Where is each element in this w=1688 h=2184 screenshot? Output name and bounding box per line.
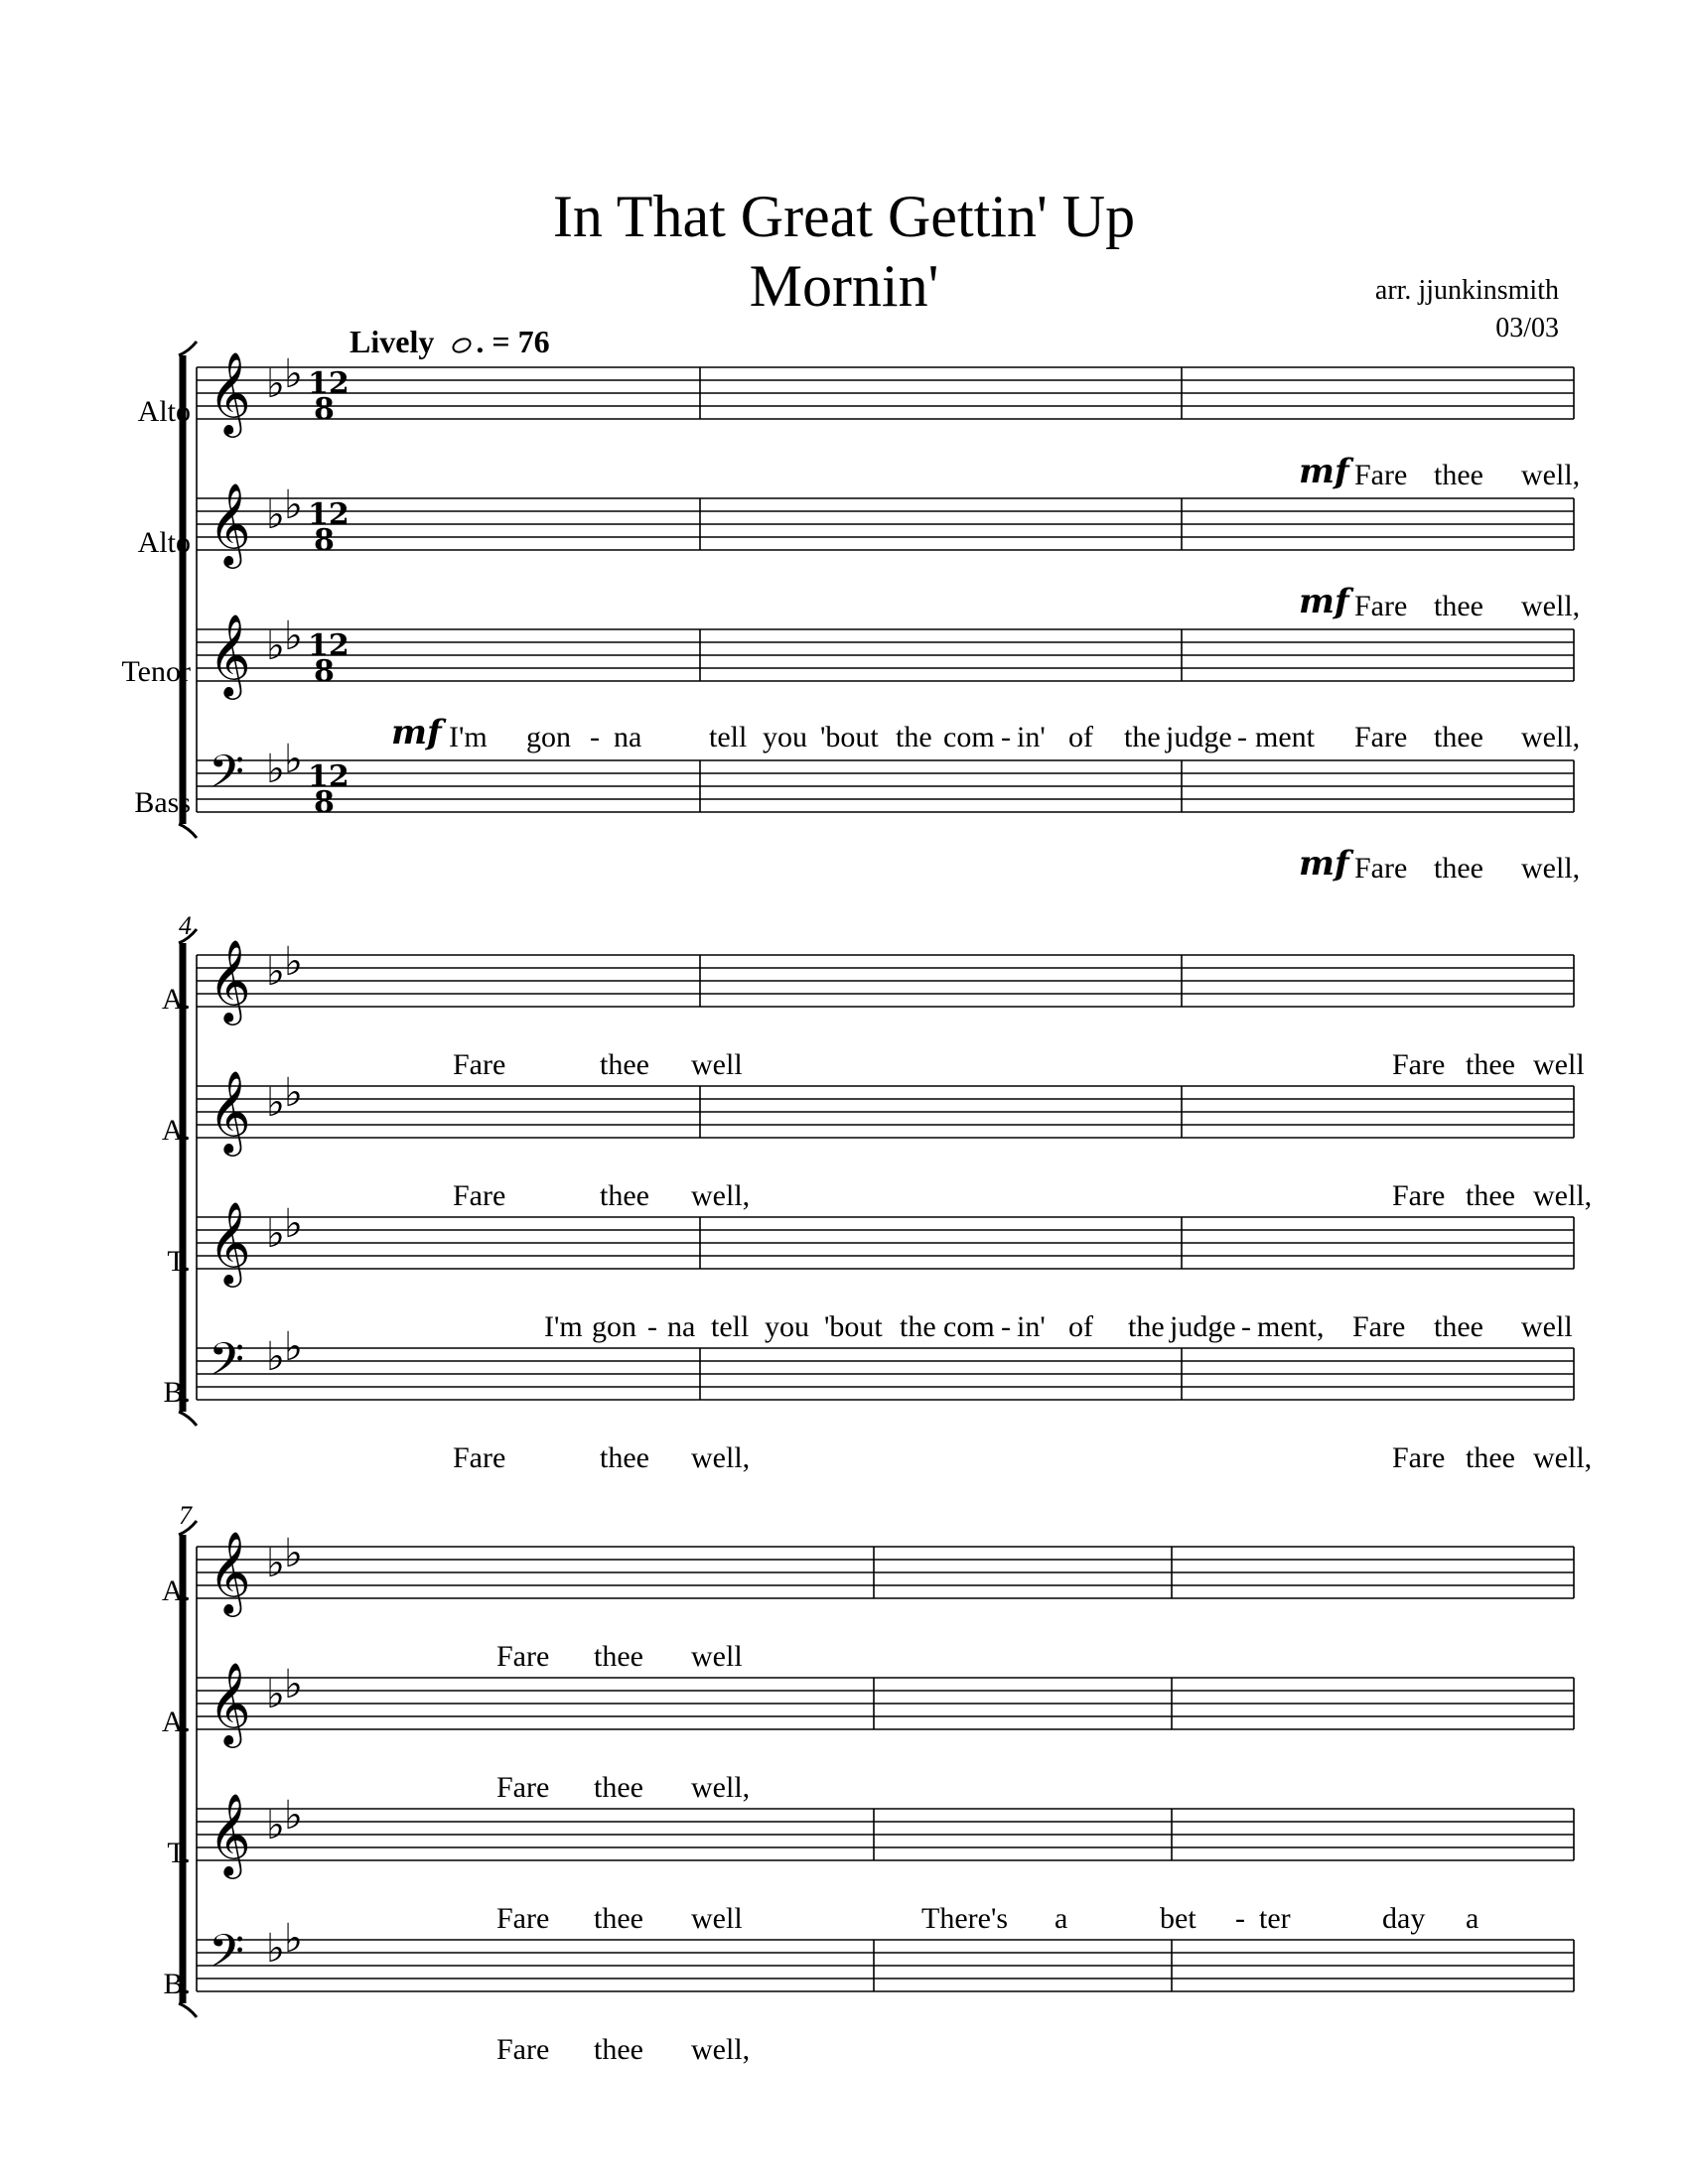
lyric-syllable: - [647, 1310, 657, 1343]
lyric-syllable: ter [1259, 1902, 1291, 1935]
lyric-syllable: the [1124, 721, 1161, 753]
flat-icon: ♭ [284, 1070, 303, 1116]
flat-icon: ♭ [284, 482, 303, 528]
time-signature-bottom: 8 [314, 523, 335, 558]
lyric-syllable: Fare [453, 1179, 506, 1212]
flat-icon: ♭ [284, 1531, 303, 1576]
lyric-syllable: well, [1521, 459, 1581, 491]
lyric-syllable: na [667, 1310, 696, 1343]
lyric-syllable: Fare [496, 1771, 550, 1804]
lyric-syllable: na [614, 721, 642, 753]
tempo-bpm: = 76 [492, 324, 550, 359]
flat-icon: ♭ [284, 1201, 303, 1247]
lyric-syllable: thee [1434, 1310, 1483, 1343]
lyric-syllable: you [765, 1310, 809, 1343]
part-abbr-alto-1: A. [161, 1574, 191, 1607]
flat-icon: ♭ [266, 1080, 285, 1126]
lyric-syllable: 'bout [824, 1310, 883, 1343]
dynamic-mf: mf [1299, 582, 1349, 621]
flat-icon: ♭ [284, 1793, 303, 1839]
time-signature-top: 12 [308, 759, 350, 794]
part-abbr-bass: B. [163, 1376, 191, 1409]
flat-icon: ♭ [284, 1662, 303, 1707]
bracket-bottom-hook [179, 2003, 197, 2017]
lyric-syllable: 'bout [820, 721, 879, 753]
bass-clef-icon: 𝄢 [209, 746, 245, 810]
lyric-syllable: well, [691, 1179, 751, 1212]
bass-clef-icon: 𝄢 [209, 1925, 245, 1989]
flat-icon: ♭ [266, 623, 285, 669]
lyric-syllable: well, [1533, 1441, 1593, 1474]
lyric-syllable: in' [1017, 1310, 1046, 1343]
lyric-syllable: thee [1466, 1048, 1515, 1081]
lyric-syllable: Fare [1352, 1310, 1406, 1343]
lyric-syllable: Fare [1392, 1441, 1446, 1474]
part-name-alto-2: Alto [137, 526, 191, 559]
part-abbr-bass: B. [163, 1968, 191, 2000]
tempo-text: Lively [350, 324, 435, 359]
lyric-syllable: thee [1434, 852, 1483, 885]
lyric-syllable: - [1237, 721, 1247, 753]
dynamic-mf: mf [1299, 844, 1349, 884]
treble-clef-icon: 𝄞 [209, 1530, 251, 1613]
lyric-syllable: thee [600, 1048, 649, 1081]
score-title-line1: In That Great Gettin' Up [552, 184, 1136, 249]
part-abbr-alto-2: A. [161, 1706, 191, 1738]
lyric-syllable: com [943, 721, 995, 753]
flat-icon: ♭ [284, 614, 303, 659]
measure-number: 4 [179, 911, 192, 940]
lyric-syllable: well, [691, 1441, 751, 1474]
lyric-syllable: well [1521, 1310, 1573, 1343]
treble-clef-icon: 𝄞 [209, 350, 251, 434]
lyric-syllable: Fare [1354, 852, 1408, 885]
lyric-syllable: thee [594, 1771, 643, 1804]
lyric-syllable: Fare [1392, 1179, 1446, 1212]
lyric-syllable: well, [1521, 590, 1581, 622]
lyric-syllable: Fare [1392, 1048, 1446, 1081]
treble-clef-icon: 𝄞 [209, 481, 251, 565]
lyric-syllable: thee [1466, 1441, 1515, 1474]
lyric-syllable: Fare [453, 1048, 506, 1081]
lyric-syllable: the [900, 1310, 936, 1343]
lyric-syllable: thee [1434, 721, 1483, 753]
time-signature-bottom: 8 [314, 392, 335, 427]
lyric-syllable: a [1466, 1902, 1479, 1935]
lyric-syllable: - [1001, 1310, 1011, 1343]
lyric-syllable: well, [1533, 1179, 1593, 1212]
lyric-syllable: thee [1434, 590, 1483, 622]
flat-icon: ♭ [266, 1334, 285, 1380]
bracket-top-hook [179, 1521, 197, 1535]
lyric-syllable: in' [1017, 721, 1046, 753]
lyric-syllable: - [590, 721, 600, 753]
bracket-top-hook [179, 929, 197, 943]
flat-icon: ♭ [266, 949, 285, 995]
lyric-syllable: well, [1521, 852, 1581, 885]
part-abbr-alto-2: A. [161, 1114, 191, 1147]
lyric-syllable: well, [691, 1771, 751, 1804]
lyric-syllable: well [691, 1902, 743, 1935]
score-title-line2: Mornin' [749, 253, 939, 319]
lyric-syllable: tell [709, 721, 748, 753]
part-name-alto-1: Alto [137, 395, 191, 428]
treble-clef-icon: 𝄞 [209, 613, 251, 696]
flat-icon: ♭ [284, 737, 303, 782]
lyric-syllable: of [1068, 1310, 1093, 1343]
lyric-syllable: thee [594, 1902, 643, 1935]
lyric-syllable: Fare [496, 2033, 550, 2066]
lyric-syllable: the [1128, 1310, 1165, 1343]
time-signature-bottom: 8 [314, 785, 335, 820]
lyric-syllable: well, [1521, 721, 1581, 753]
lyric-syllable: ment [1255, 721, 1315, 753]
lyric-syllable: Fare [453, 1441, 506, 1474]
lyric-syllable: thee [594, 2033, 643, 2066]
lyric-syllable: I'm [449, 721, 488, 753]
lyric-syllable: the [896, 721, 932, 753]
lyric-syllable: thee [594, 1640, 643, 1673]
part-abbr-tenor: T. [167, 1245, 191, 1278]
flat-icon: ♭ [266, 1541, 285, 1586]
lyric-syllable: - [1235, 1902, 1245, 1935]
lyric-syllable: thee [600, 1441, 649, 1474]
part-abbr-alto-1: A. [161, 983, 191, 1016]
lyric-syllable: tell [711, 1310, 750, 1343]
time-signature-top: 12 [308, 366, 350, 401]
lyric-syllable: day [1382, 1902, 1426, 1935]
lyric-syllable: ment, [1257, 1310, 1325, 1343]
lyric-syllable: I'm [544, 1310, 583, 1343]
measure-number: 7 [179, 1501, 192, 1530]
time-signature-top: 12 [308, 497, 350, 532]
bracket-top-hook [179, 341, 197, 355]
bass-clef-icon: 𝄢 [209, 1333, 245, 1398]
treble-clef-icon: 𝄞 [209, 938, 251, 1022]
lyric-syllable: well [691, 1048, 743, 1081]
lyric-syllable: well [691, 1640, 743, 1673]
lyric-syllable: - [1241, 1310, 1251, 1343]
part-name-tenor: Tenor [121, 655, 191, 688]
time-signature-bottom: 8 [314, 654, 335, 689]
arrangement-date: 03/03 [1495, 313, 1559, 343]
flat-icon: ♭ [266, 492, 285, 538]
bracket-bottom-hook [179, 824, 197, 838]
lyric-syllable: gon [592, 1310, 636, 1343]
lyric-syllable: Fare [496, 1902, 550, 1935]
lyric-syllable: bet [1160, 1902, 1196, 1935]
lyric-syllable: a [1055, 1902, 1068, 1935]
part-abbr-tenor: T. [167, 1837, 191, 1869]
tempo-marking: Lively . = 76 [350, 324, 550, 359]
bracket-bottom-hook [179, 1412, 197, 1426]
treble-clef-icon: 𝄞 [209, 1200, 251, 1284]
flat-icon: ♭ [284, 1324, 303, 1370]
flat-icon: ♭ [266, 361, 285, 407]
flat-icon: ♭ [284, 1916, 303, 1962]
lyric-syllable: well [1533, 1048, 1585, 1081]
flat-icon: ♭ [266, 1672, 285, 1717]
treble-clef-icon: 𝄞 [209, 1792, 251, 1875]
arranger-name: arr. jjunkinsmith [1374, 275, 1559, 306]
lyric-syllable: judge [1170, 1310, 1236, 1343]
lyric-syllable: thee [600, 1179, 649, 1212]
flat-icon: ♭ [266, 747, 285, 792]
part-name-bass: Bass [134, 786, 191, 819]
lyric-syllable: Fare [496, 1640, 550, 1673]
lyric-syllable: Fare [1354, 459, 1408, 491]
flat-icon: ♭ [284, 351, 303, 397]
lyric-syllable: Fare [1354, 590, 1408, 622]
lyric-syllable: well, [691, 2033, 751, 2066]
lyric-syllable: thee [1466, 1179, 1515, 1212]
treble-clef-icon: 𝄞 [209, 1661, 251, 1744]
flat-icon: ♭ [266, 1803, 285, 1848]
lyric-syllable: judge [1166, 721, 1232, 753]
lyric-syllable: you [763, 721, 807, 753]
lyric-syllable: com [943, 1310, 995, 1343]
dynamic-mf: mf [1299, 452, 1349, 491]
flat-icon: ♭ [284, 939, 303, 985]
dynamic-mf: mf [391, 713, 442, 752]
lyric-syllable: thee [1434, 459, 1483, 491]
lyric-syllable: - [1001, 721, 1011, 753]
flat-icon: ♭ [266, 1211, 285, 1257]
flat-icon: ♭ [266, 1926, 285, 1972]
lyric-syllable: gon [526, 721, 571, 753]
treble-clef-icon: 𝄞 [209, 1069, 251, 1153]
lyric-syllable: of [1068, 721, 1093, 753]
lyric-syllable: There's [921, 1902, 1009, 1935]
time-signature-top: 12 [308, 628, 350, 663]
lyric-syllable: Fare [1354, 721, 1408, 753]
